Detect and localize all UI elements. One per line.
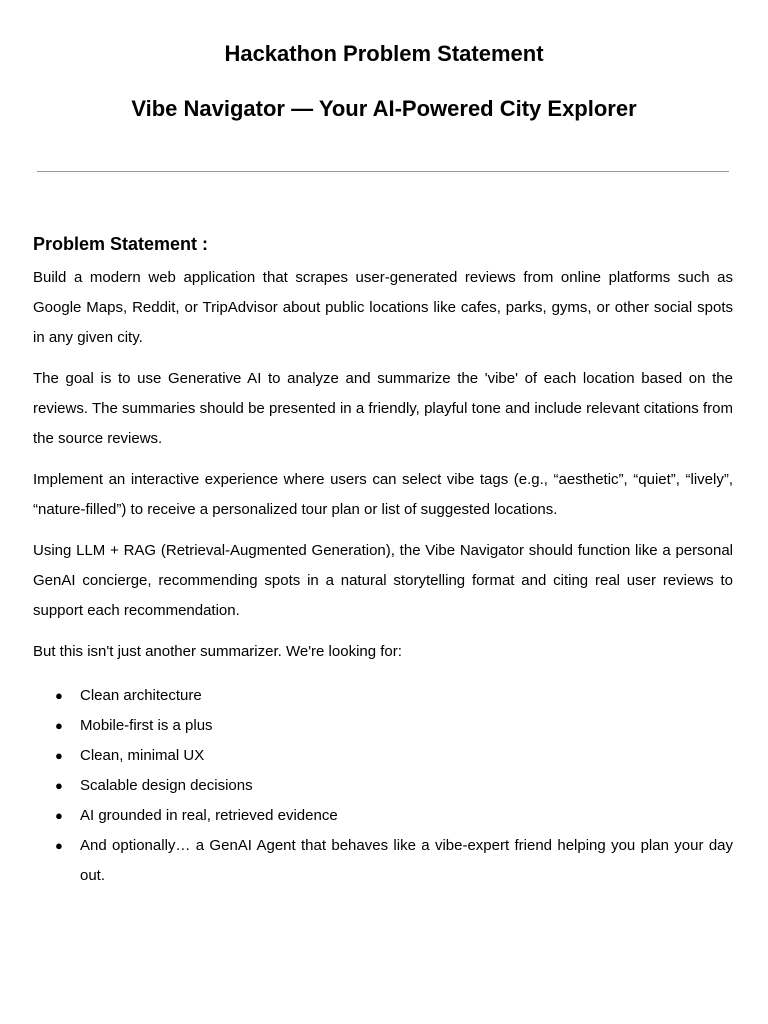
paragraph-goal: The goal is to use Generative AI to analyze and summarize the 'vibe' of each location based on the reviews. The summaries should be presented in a friendly, playful tone and include relevant citations from the source reviews. bbox=[33, 370, 733, 447]
list-item-text: And optionally… a GenAI Agent that behaves like a vibe-expert friend helping you plan your day out. bbox=[80, 837, 733, 884]
bullet-icon: ● bbox=[55, 778, 63, 793]
requirements-list bbox=[33, 681, 733, 891]
list-item bbox=[33, 681, 733, 711]
list-item bbox=[33, 771, 733, 801]
bullet-icon: ● bbox=[55, 748, 63, 763]
list-item-text: Scalable design decisions bbox=[80, 777, 253, 794]
problem-statement-section bbox=[33, 231, 733, 891]
bullet-icon: ● bbox=[55, 718, 63, 733]
document-subtitle: Vibe Navigator — Your AI-Powered City Explorer bbox=[131, 96, 637, 121]
list-item bbox=[33, 831, 733, 891]
list-item bbox=[33, 711, 733, 741]
list-item-text: Mobile-first is a plus bbox=[80, 717, 213, 734]
paragraph-looking-for: But this isn't just another summarizer. We're looking for: bbox=[33, 643, 402, 660]
bullet-icon: ● bbox=[55, 688, 63, 703]
list-item bbox=[33, 741, 733, 771]
list-item-text: Clean, minimal UX bbox=[80, 747, 205, 764]
list-item-text: AI grounded in real, retrieved evidence bbox=[80, 807, 338, 824]
list-item bbox=[33, 801, 733, 831]
horizontal-divider bbox=[37, 171, 729, 172]
bullet-icon: ● bbox=[55, 808, 63, 823]
paragraph-overview: Build a modern web application that scrapes user-generated reviews from online platforms such as Google Maps, Reddit, or TripAdvisor about public locations like cafes, parks, gyms, or other social spots in any given city. bbox=[33, 269, 733, 346]
bullet-icon: ● bbox=[55, 838, 63, 853]
section-heading: Problem Statement : bbox=[33, 234, 209, 254]
paragraph-interactive: Implement an interactive experience where users can select vibe tags (e.g., “aesthetic”, “quiet”, “lively”, “nature-filled”) to receive a personalized tour plan or list of suggested locations. bbox=[33, 471, 733, 518]
document-title: Hackathon Problem Statement bbox=[224, 41, 544, 66]
list-item-text: Clean architecture bbox=[80, 687, 202, 704]
paragraph-llm-rag: Using LLM + RAG (Retrieval-Augmented Generation), the Vibe Navigator should function like a personal GenAI concierge, recommending spots in a natural storytelling format and citing real user reviews to support each recommendation. bbox=[33, 542, 733, 619]
